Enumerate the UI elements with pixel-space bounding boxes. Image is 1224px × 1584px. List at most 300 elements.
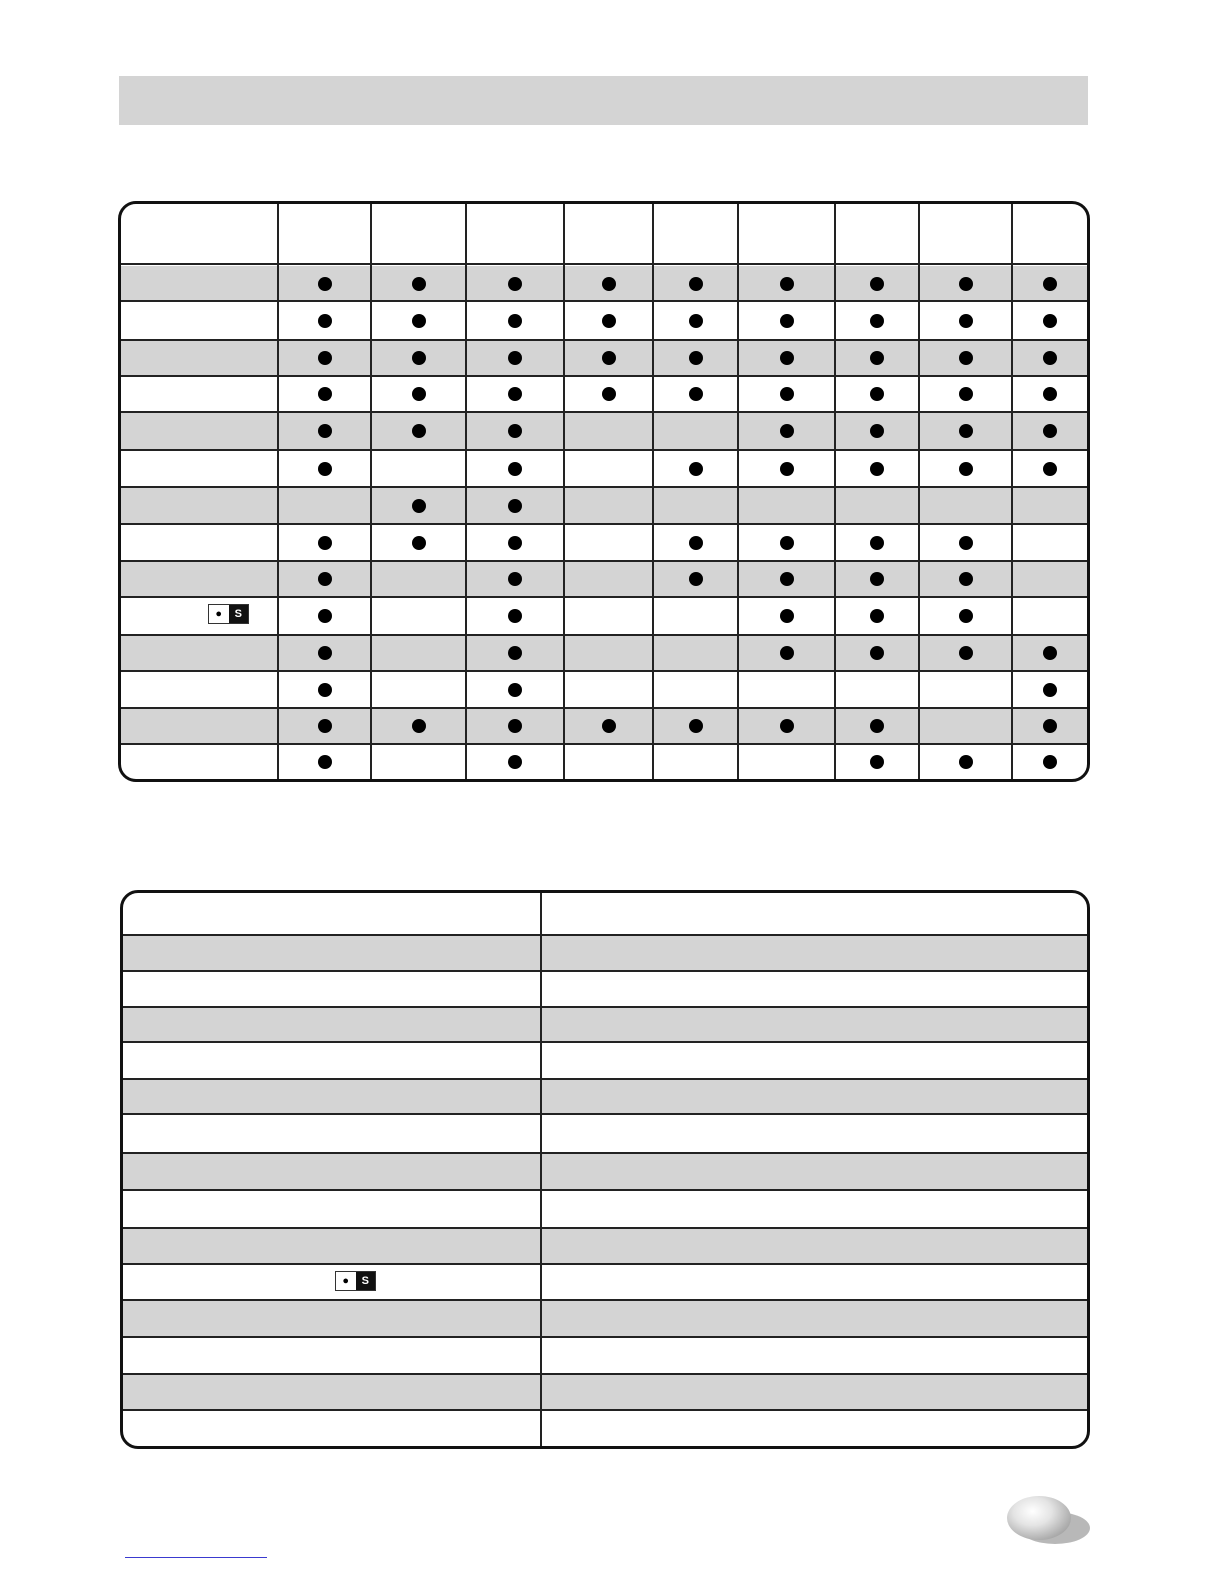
filled-dot-mark: [870, 387, 884, 401]
filled-dot-mark: [508, 462, 522, 476]
column-header: [653, 204, 738, 264]
footer-link-underline[interactable]: [125, 1557, 267, 1558]
matrix-cell: [466, 266, 564, 301]
matrix-cell: [1012, 450, 1087, 487]
column-divider: [652, 204, 654, 779]
matrix-cell: [1012, 266, 1087, 301]
list-row: [123, 971, 1087, 1007]
column-header: [738, 204, 835, 264]
row-term: [123, 1300, 541, 1337]
matrix-cell: [371, 597, 466, 635]
list-row: [123, 1300, 1087, 1337]
row-term: [123, 1264, 541, 1300]
row-divider: [123, 1189, 1087, 1191]
filled-dot-mark: [689, 387, 703, 401]
matrix-cell: [466, 597, 564, 635]
matrix-cell: [1012, 524, 1087, 561]
row-divider: [123, 1113, 1087, 1115]
list-row: [123, 1114, 1087, 1153]
row-divider: [121, 375, 1087, 377]
matrix-cell: [653, 708, 738, 744]
matrix-cell: [919, 340, 1012, 376]
matrix-cell: [371, 708, 466, 744]
row-divider: [123, 934, 1087, 936]
matrix-cell: [738, 376, 835, 412]
row-description: [541, 1337, 1087, 1374]
description-table: [120, 890, 1090, 1449]
matrix-cell: [466, 340, 564, 376]
filled-dot-mark: [689, 314, 703, 328]
filled-dot-mark: [959, 536, 973, 550]
filled-dot-mark: [689, 719, 703, 733]
matrix-cell: [564, 450, 653, 487]
matrix-cell: [835, 487, 919, 524]
filled-dot-mark: [508, 719, 522, 733]
matrix-cell: [738, 744, 835, 779]
matrix-cell: [371, 561, 466, 597]
row-label: [121, 671, 278, 708]
filled-dot-mark: [870, 314, 884, 328]
matrix-cell: [919, 301, 1012, 340]
filled-dot-mark: [508, 387, 522, 401]
filled-dot-mark: [508, 646, 522, 660]
filled-dot-mark: [508, 572, 522, 586]
filled-dot-mark: [870, 536, 884, 550]
row-term: [123, 971, 541, 1007]
filled-dot-mark: [412, 314, 426, 328]
filled-dot-mark: [1043, 424, 1057, 438]
matrix-cell: [738, 487, 835, 524]
row-divider: [121, 707, 1087, 709]
row-description: [541, 1410, 1087, 1446]
matrix-cell: [1012, 412, 1087, 450]
matrix-row: [121, 487, 1087, 524]
matrix-cell: [564, 487, 653, 524]
matrix-cell: [653, 301, 738, 340]
filled-dot-mark: [508, 424, 522, 438]
matrix-cell: [738, 524, 835, 561]
row-divider: [123, 1263, 1087, 1265]
column-divider: [563, 204, 565, 779]
filled-dot-mark: [870, 462, 884, 476]
column-header: [123, 893, 541, 935]
filled-dot-mark: [412, 351, 426, 365]
column-header: [278, 204, 371, 264]
matrix-cell: [371, 744, 466, 779]
matrix-cell: [919, 597, 1012, 635]
filled-dot-mark: [780, 719, 794, 733]
matrix-cell: [835, 376, 919, 412]
column-divider: [370, 204, 372, 779]
filled-dot-mark: [959, 387, 973, 401]
matrix-row: [121, 450, 1087, 487]
page-number: [1007, 1496, 1071, 1540]
matrix-row: [121, 671, 1087, 708]
matrix-cell: [653, 266, 738, 301]
matrix-cell: [835, 744, 919, 779]
matrix-cell: [919, 266, 1012, 301]
matrix-cell: [1012, 708, 1087, 744]
matrix-cell: [564, 635, 653, 671]
row-label: [121, 487, 278, 524]
filled-dot-mark: [959, 314, 973, 328]
matrix-cell: [738, 561, 835, 597]
matrix-row: [121, 635, 1087, 671]
column-divider: [540, 893, 542, 1446]
filled-dot-mark: [689, 351, 703, 365]
row-description: [541, 1114, 1087, 1153]
list-row: [123, 1337, 1087, 1374]
matrix-cell: [1012, 376, 1087, 412]
matrix-cell: [466, 635, 564, 671]
matrix-cell: [278, 487, 371, 524]
filled-dot-mark: [1043, 387, 1057, 401]
matrix-cell: [738, 450, 835, 487]
list-row: [123, 936, 1087, 971]
row-description: [541, 1153, 1087, 1190]
matrix-cell: [919, 376, 1012, 412]
filled-dot-mark: [959, 572, 973, 586]
row-description: [541, 1190, 1087, 1228]
matrix-cell: [564, 671, 653, 708]
matrix-cell: [278, 708, 371, 744]
matrix-cell: [835, 301, 919, 340]
matrix-cell: [564, 744, 653, 779]
matrix-cell: [738, 266, 835, 301]
filled-dot-mark: [959, 755, 973, 769]
matrix-cell: [653, 450, 738, 487]
row-label: [121, 635, 278, 671]
matrix-cell: [738, 340, 835, 376]
matrix-cell: [371, 671, 466, 708]
filled-dot-mark: [1043, 755, 1057, 769]
row-divider: [123, 1006, 1087, 1008]
filled-dot-mark: [318, 314, 332, 328]
matrix-cell: [371, 524, 466, 561]
filled-dot-mark: [318, 646, 332, 660]
column-header: [919, 204, 1012, 264]
row-label: [121, 744, 278, 779]
filled-dot-mark: [412, 387, 426, 401]
matrix-row: [121, 412, 1087, 450]
matrix-cell: [653, 561, 738, 597]
matrix-cell: [466, 487, 564, 524]
row-description: [541, 1007, 1087, 1042]
filled-dot-mark: [508, 609, 522, 623]
matrix-cell: [1012, 671, 1087, 708]
filled-dot-mark: [870, 572, 884, 586]
row-divider: [121, 263, 1087, 265]
matrix-cell: [278, 340, 371, 376]
filled-dot-mark: [780, 536, 794, 550]
row-divider: [121, 449, 1087, 451]
matrix-cell: [278, 671, 371, 708]
matrix-cell: [738, 597, 835, 635]
matrix-cell: [564, 524, 653, 561]
matrix-cell: [653, 376, 738, 412]
matrix-cell: [371, 635, 466, 671]
matrix-cell: [371, 487, 466, 524]
filled-dot-mark: [959, 462, 973, 476]
compatibility-table: [118, 201, 1090, 782]
filled-dot-mark: [602, 314, 616, 328]
matrix-row: [121, 266, 1087, 301]
filled-dot-mark: [870, 646, 884, 660]
matrix-cell: [653, 635, 738, 671]
matrix-row: [121, 524, 1087, 561]
matrix-cell: [278, 450, 371, 487]
filled-dot-mark: [318, 424, 332, 438]
matrix-cell: [1012, 635, 1087, 671]
matrix-cell: [919, 412, 1012, 450]
matrix-cell: [278, 561, 371, 597]
matrix-cell: [835, 340, 919, 376]
column-divider: [1011, 204, 1013, 779]
matrix-cell: [564, 708, 653, 744]
list-row: [123, 1190, 1087, 1228]
matrix-cell: [1012, 744, 1087, 779]
matrix-cell: [653, 597, 738, 635]
row-divider: [121, 300, 1087, 302]
matrix-cell: [653, 487, 738, 524]
matrix-cell: [653, 412, 738, 450]
row-divider: [123, 1078, 1087, 1080]
matrix-cell: [564, 412, 653, 450]
matrix-cell: [466, 376, 564, 412]
matrix-cell: [278, 597, 371, 635]
filled-dot-mark: [318, 572, 332, 586]
filled-dot-mark: [602, 719, 616, 733]
matrix-cell: [653, 671, 738, 708]
section-title-bar: [119, 76, 1088, 125]
row-divider: [123, 1336, 1087, 1338]
matrix-cell: [1012, 561, 1087, 597]
program-badge-icon: ● S: [335, 1271, 376, 1291]
matrix-cell: [466, 708, 564, 744]
filled-dot-mark: [959, 609, 973, 623]
row-term: [123, 1410, 541, 1446]
matrix-cell: [653, 524, 738, 561]
matrix-cell: [738, 708, 835, 744]
row-label: [121, 597, 278, 635]
matrix-cell: [371, 266, 466, 301]
matrix-cell: [835, 412, 919, 450]
row-divider: [121, 486, 1087, 488]
matrix-cell: [278, 635, 371, 671]
filled-dot-mark: [318, 387, 332, 401]
matrix-row: [121, 340, 1087, 376]
filled-dot-mark: [412, 277, 426, 291]
filled-dot-mark: [689, 536, 703, 550]
column-divider: [465, 204, 467, 779]
matrix-cell: [564, 376, 653, 412]
row-term: [123, 1228, 541, 1264]
filled-dot-mark: [870, 424, 884, 438]
filled-dot-mark: [689, 462, 703, 476]
filled-dot-mark: [318, 755, 332, 769]
filled-dot-mark: [1043, 646, 1057, 660]
matrix-cell: [278, 524, 371, 561]
row-divider: [123, 1409, 1087, 1411]
filled-dot-mark: [780, 609, 794, 623]
row-divider: [121, 339, 1087, 341]
row-description: [541, 1264, 1087, 1300]
matrix-row: [121, 708, 1087, 744]
column-header: [371, 204, 466, 264]
matrix-cell: [835, 450, 919, 487]
row-description: [541, 1300, 1087, 1337]
filled-dot-mark: [870, 719, 884, 733]
matrix-cell: [919, 524, 1012, 561]
matrix-cell: [835, 671, 919, 708]
matrix-cell: [371, 412, 466, 450]
row-term: [123, 1374, 541, 1410]
list-row: [123, 1007, 1087, 1042]
filled-dot-mark: [508, 683, 522, 697]
column-divider: [737, 204, 739, 779]
matrix-cell: [738, 671, 835, 708]
filled-dot-mark: [959, 424, 973, 438]
filled-dot-mark: [780, 351, 794, 365]
matrix-cell: [278, 412, 371, 450]
matrix-cell: [835, 635, 919, 671]
matrix-row: [121, 597, 1087, 635]
matrix-cell: [466, 561, 564, 597]
row-term: [123, 1153, 541, 1190]
list-row: [123, 1264, 1087, 1300]
filled-dot-mark: [318, 683, 332, 697]
matrix-cell: [278, 744, 371, 779]
filled-dot-mark: [870, 351, 884, 365]
filled-dot-mark: [1043, 314, 1057, 328]
row-term: [123, 1079, 541, 1114]
matrix-cell: [835, 708, 919, 744]
filled-dot-mark: [508, 536, 522, 550]
row-divider: [123, 1299, 1087, 1301]
filled-dot-mark: [870, 755, 884, 769]
filled-dot-mark: [318, 351, 332, 365]
row-label: [121, 340, 278, 376]
matrix-cell: [371, 340, 466, 376]
matrix-row: [121, 376, 1087, 412]
row-description: [541, 936, 1087, 971]
matrix-cell: [466, 301, 564, 340]
matrix-cell: [466, 524, 564, 561]
row-label: [121, 561, 278, 597]
filled-dot-mark: [689, 572, 703, 586]
row-divider: [121, 523, 1087, 525]
row-label: [121, 708, 278, 744]
filled-dot-mark: [1043, 719, 1057, 733]
filled-dot-mark: [780, 424, 794, 438]
matrix-cell: [564, 340, 653, 376]
filled-dot-mark: [508, 499, 522, 513]
row-term: [123, 1042, 541, 1079]
filled-dot-mark: [780, 646, 794, 660]
matrix-cell: [1012, 301, 1087, 340]
filled-dot-mark: [780, 314, 794, 328]
column-header: [835, 204, 919, 264]
row-label: [121, 301, 278, 340]
filled-dot-mark: [602, 387, 616, 401]
row-term: [123, 1337, 541, 1374]
matrix-cell: [835, 266, 919, 301]
row-label: [121, 266, 278, 301]
row-divider: [123, 1041, 1087, 1043]
list-row: [123, 1228, 1087, 1264]
matrix-cell: [278, 266, 371, 301]
matrix-cell: [371, 450, 466, 487]
column-header: [466, 204, 564, 264]
filled-dot-mark: [318, 536, 332, 550]
matrix-cell: [919, 671, 1012, 708]
matrix-cell: [278, 301, 371, 340]
filled-dot-mark: [602, 351, 616, 365]
list-row: [123, 1042, 1087, 1079]
filled-dot-mark: [780, 277, 794, 291]
filled-dot-mark: [870, 609, 884, 623]
row-divider: [123, 1152, 1087, 1154]
row-description: [541, 1228, 1087, 1264]
matrix-cell: [1012, 597, 1087, 635]
filled-dot-mark: [602, 277, 616, 291]
row-description: [541, 971, 1087, 1007]
row-divider: [123, 1227, 1087, 1229]
row-description: [541, 1042, 1087, 1079]
row-divider: [123, 970, 1087, 972]
filled-dot-mark: [780, 387, 794, 401]
matrix-cell: [564, 301, 653, 340]
matrix-cell: [919, 450, 1012, 487]
matrix-cell: [466, 450, 564, 487]
matrix-cell: [371, 376, 466, 412]
filled-dot-mark: [318, 719, 332, 733]
row-divider: [121, 670, 1087, 672]
row-description: [541, 1079, 1087, 1114]
filled-dot-mark: [412, 499, 426, 513]
list-row: [123, 1374, 1087, 1410]
program-badge-icon: ● S: [208, 604, 249, 624]
column-divider: [834, 204, 836, 779]
row-divider: [121, 634, 1087, 636]
filled-dot-mark: [959, 277, 973, 291]
matrix-row: [121, 561, 1087, 597]
matrix-cell: [1012, 340, 1087, 376]
matrix-cell: [653, 340, 738, 376]
filled-dot-mark: [318, 609, 332, 623]
matrix-cell: [835, 524, 919, 561]
filled-dot-mark: [780, 462, 794, 476]
matrix-cell: [466, 412, 564, 450]
filled-dot-mark: [689, 277, 703, 291]
filled-dot-mark: [780, 572, 794, 586]
filled-dot-mark: [508, 314, 522, 328]
row-term: [123, 1007, 541, 1042]
filled-dot-mark: [508, 277, 522, 291]
matrix-cell: [919, 635, 1012, 671]
matrix-cell: [653, 744, 738, 779]
filled-dot-mark: [318, 277, 332, 291]
row-description: [541, 1374, 1087, 1410]
row-label: [121, 412, 278, 450]
matrix-cell: [738, 635, 835, 671]
row-divider: [121, 596, 1087, 598]
row-label: [121, 524, 278, 561]
matrix-cell: [278, 376, 371, 412]
column-divider: [277, 204, 279, 779]
filled-dot-mark: [412, 719, 426, 733]
filled-dot-mark: [412, 424, 426, 438]
